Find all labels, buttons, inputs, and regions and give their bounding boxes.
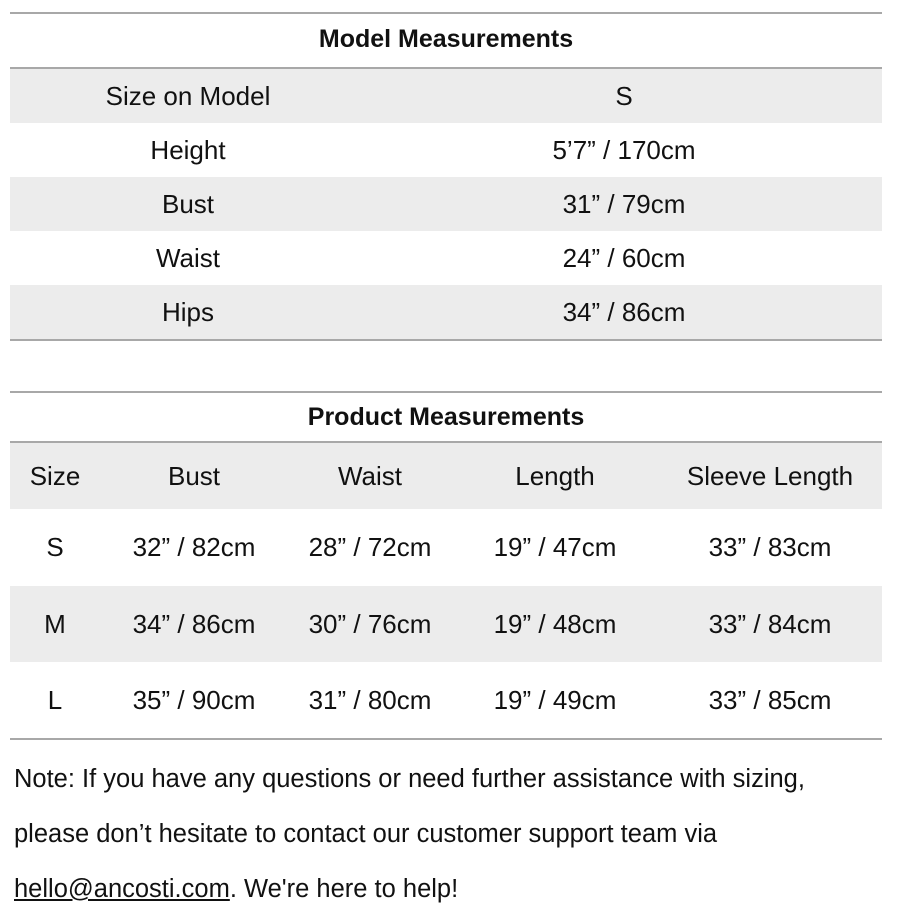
- model-table-bottom-rule: [10, 339, 882, 341]
- column-header-sleeve-length: Sleeve Length: [686, 461, 854, 491]
- column-header-bust: Bust: [167, 461, 221, 491]
- model-row-waist: [10, 231, 882, 285]
- model-row-size: [10, 69, 882, 123]
- table-cell: S: [46, 532, 64, 562]
- table-cell: M: [44, 609, 66, 639]
- table-cell: 33” / 85cm: [708, 685, 832, 715]
- table-cell: 34” / 86cm: [132, 609, 256, 639]
- model-table-top-rule: [10, 12, 882, 14]
- product-table-title: Product Measurements: [307, 403, 585, 431]
- product-table-bottom-rule: [10, 738, 882, 740]
- model-row-value: 24” / 60cm: [562, 243, 686, 273]
- model-row-value: 5’7” / 170cm: [552, 135, 696, 165]
- table-cell: 32” / 82cm: [132, 532, 256, 562]
- model-row-label: Size on Model: [105, 81, 271, 111]
- product-row-s: [10, 509, 882, 585]
- note-text: Note: If you have any questions or need further assistance with sizing, please don’t hesitate to contact our customer support team via: [14, 765, 805, 848]
- product-header-row: [10, 443, 882, 509]
- model-row-height: [10, 123, 882, 177]
- column-header-size: Size: [29, 461, 81, 491]
- model-table-title: Model Measurements: [318, 25, 574, 53]
- model-row-label: Height: [150, 135, 226, 165]
- table-cell: 33” / 84cm: [708, 609, 832, 639]
- table-cell: 28” / 72cm: [308, 532, 432, 562]
- model-row-bust: [10, 177, 882, 231]
- table-cell: 35” / 90cm: [132, 685, 256, 715]
- product-table-top-rule: [10, 391, 882, 393]
- model-row-hips: [10, 285, 882, 339]
- sizing-note: [14, 752, 884, 917]
- model-row-value: S: [615, 81, 633, 111]
- product-row-m: [10, 586, 882, 662]
- table-cell: 31” / 80cm: [308, 685, 432, 715]
- column-header-length: Length: [515, 461, 595, 491]
- table-cell: 19” / 48cm: [493, 609, 617, 639]
- column-header-waist: Waist: [337, 461, 403, 491]
- table-cell: 19” / 49cm: [493, 685, 617, 715]
- table-cell: 33” / 83cm: [708, 532, 832, 562]
- table-cell: 19” / 47cm: [493, 532, 617, 562]
- model-row-label: Hips: [161, 297, 214, 327]
- model-row-value: 31” / 79cm: [562, 189, 686, 219]
- model-row-value: 34” / 86cm: [562, 297, 686, 327]
- product-row-l: [10, 662, 882, 738]
- table-cell: 30” / 76cm: [308, 609, 432, 639]
- model-row-label: Waist: [155, 243, 221, 273]
- table-cell: L: [47, 685, 63, 715]
- model-row-label: Bust: [161, 189, 215, 219]
- support-email-link[interactable]: hello@ancosti.com: [14, 875, 230, 903]
- note-text-end: . We're here to help!: [229, 875, 459, 903]
